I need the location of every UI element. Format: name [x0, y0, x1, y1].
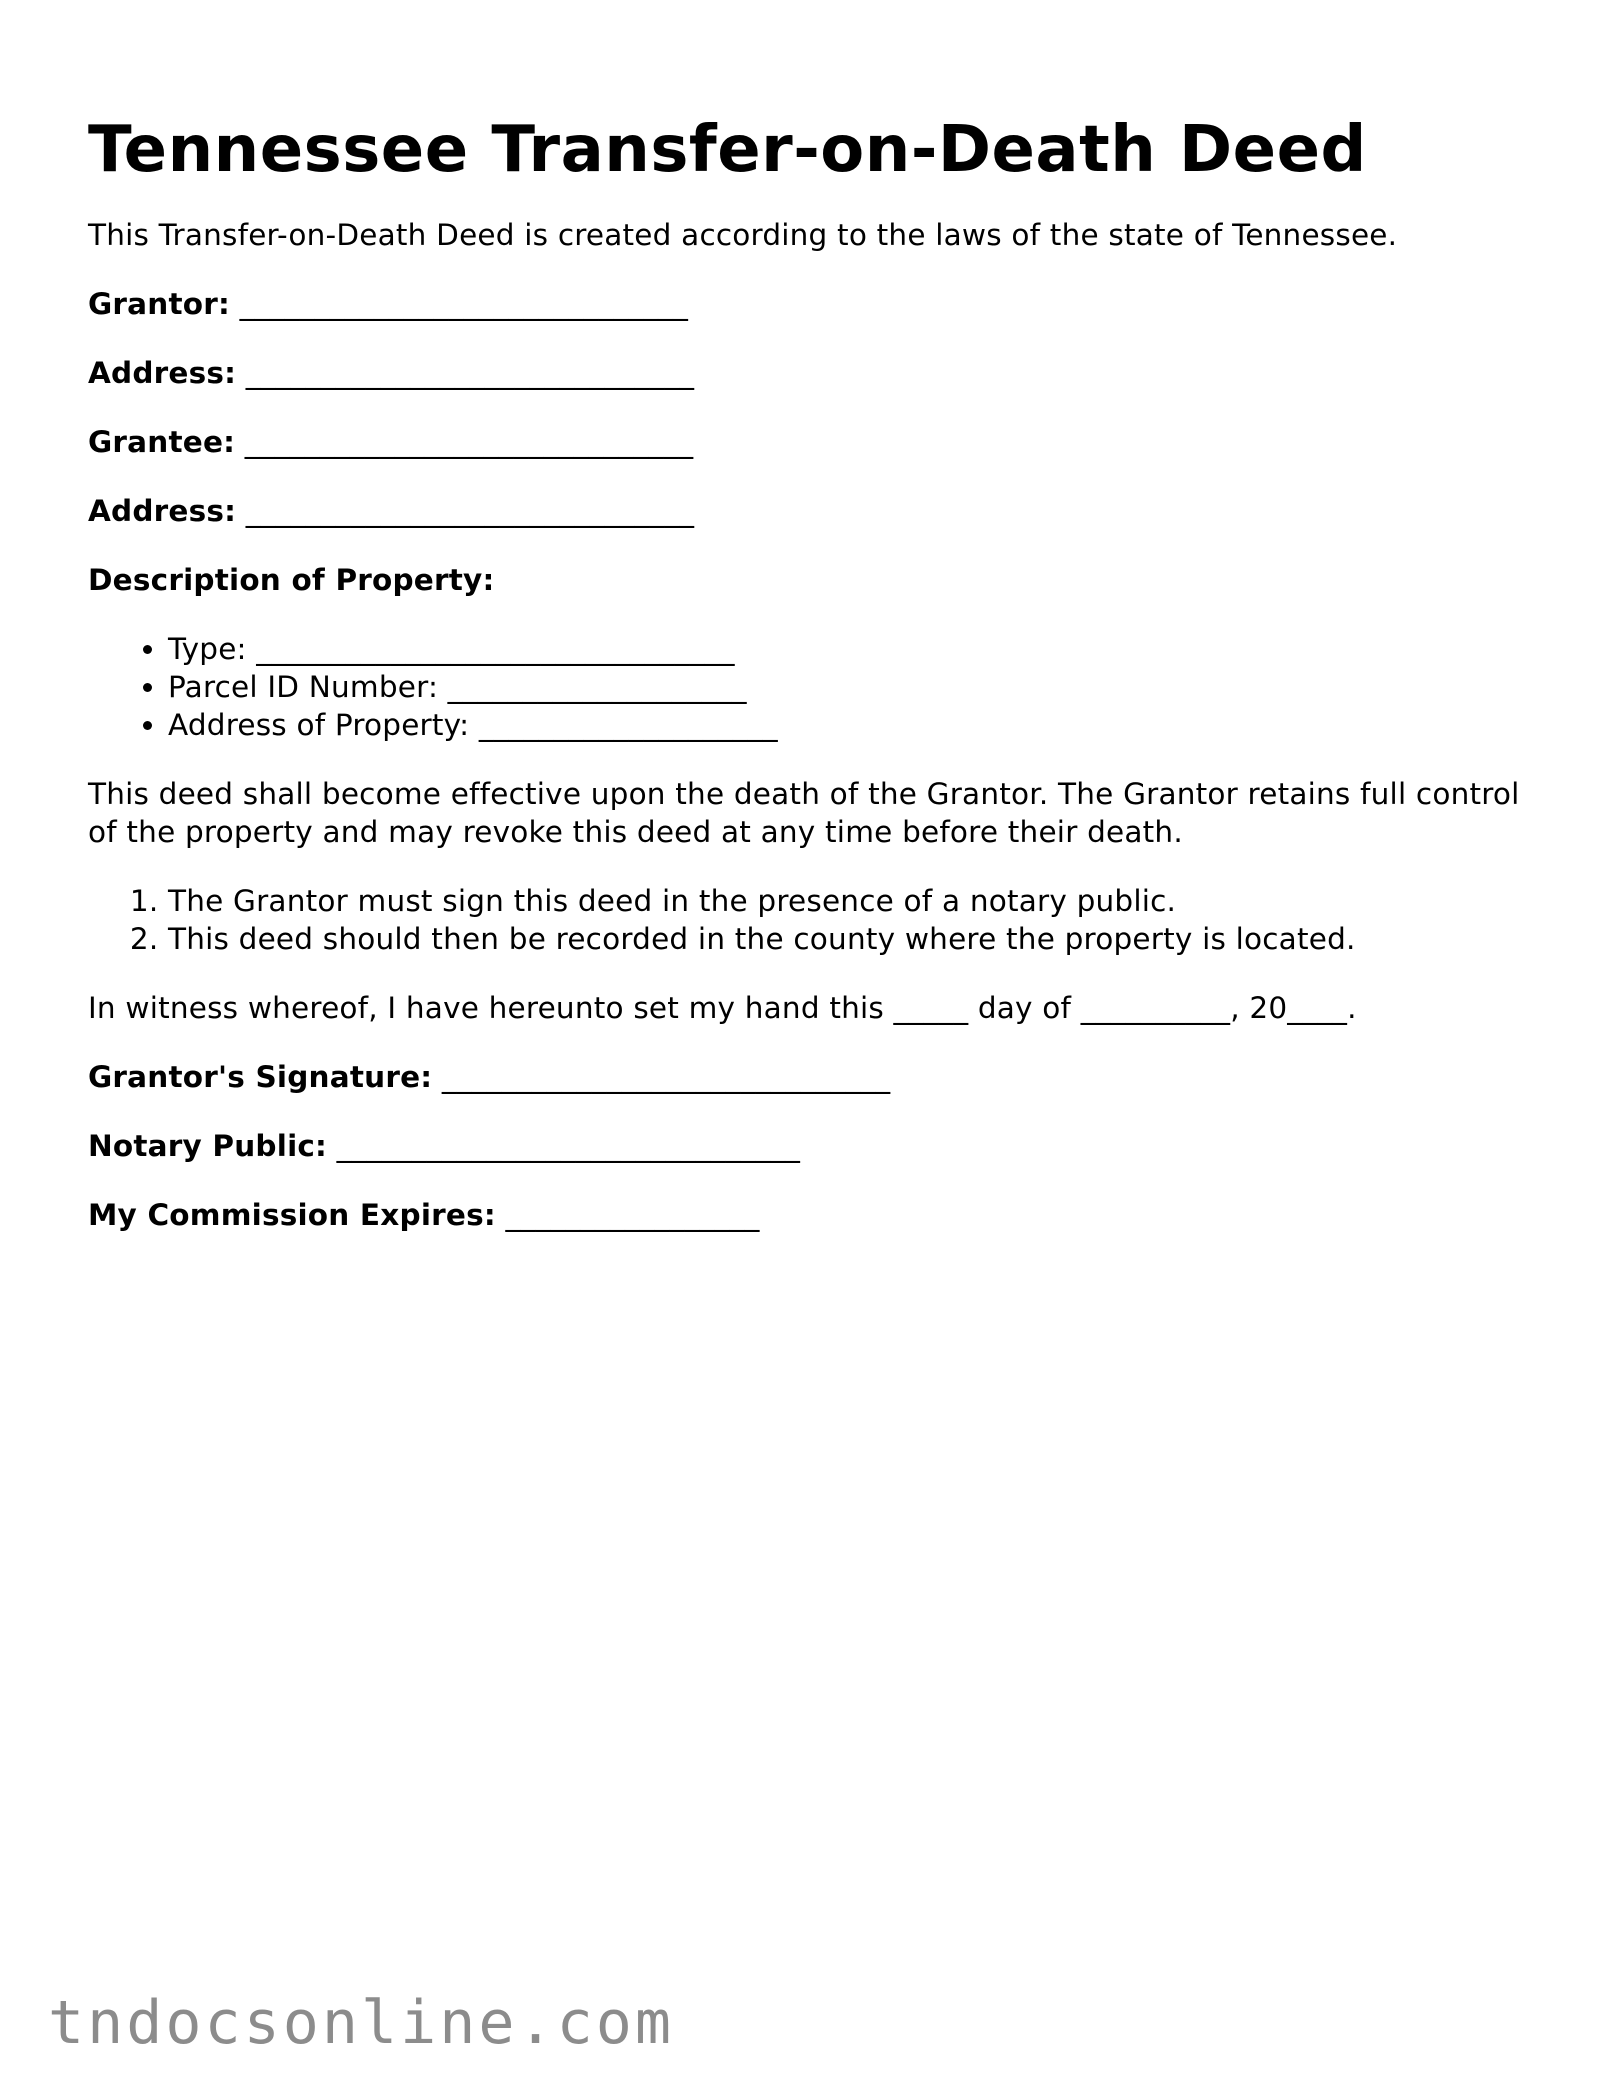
grantor-address-field[interactable] — [88, 354, 1528, 392]
property-type-item[interactable]: • Type: ________________________________ — [168, 630, 1528, 668]
property-address-item[interactable]: • Address of Property: ____________________ — [168, 706, 1528, 744]
grantee-address-label: Address: — [88, 494, 237, 528]
grantee-blank[interactable]: ______________________________ — [244, 425, 694, 459]
notary-public-blank[interactable]: _______________________________ — [336, 1129, 801, 1163]
grantor-label: Grantor: — [88, 287, 230, 321]
grantee-address-field[interactable] — [88, 492, 1528, 530]
grantor-blank[interactable]: ______________________________ — [239, 287, 689, 321]
commission-expires-blank[interactable]: _________________ — [505, 1198, 760, 1232]
grantee-field[interactable] — [88, 423, 1528, 461]
grantor-address-blank[interactable]: ______________________________ — [245, 356, 695, 390]
steps-list — [88, 882, 1528, 958]
notary-public-field[interactable] — [88, 1127, 1528, 1165]
grantor-signature-field[interactable] — [88, 1058, 1528, 1096]
property-heading-label: Description of Property: — [88, 563, 495, 597]
site-watermark: tndocsonline.com — [48, 1988, 674, 2058]
step-item: 2. This deed should then be recorded in the county where the property is located. — [168, 920, 1528, 958]
intro-paragraph: This Transfer-on-Death Deed is created according to the laws of the state of Tennessee. — [88, 218, 1398, 252]
deed-document — [88, 110, 1528, 1265]
commission-expires-field[interactable] — [88, 1196, 1528, 1234]
document-title: Tennessee Transfer-on-Death Deed — [88, 113, 1367, 187]
property-list — [88, 630, 1528, 744]
grantor-field[interactable] — [88, 285, 1528, 323]
commission-expires-label: My Commission Expires: — [88, 1198, 496, 1232]
grantor-address-label: Address: — [88, 356, 237, 390]
step-item: 1. The Grantor must sign this deed in the presence of a notary public. — [168, 882, 1528, 920]
effective-paragraph: This deed shall become effective upon the death of the Grantor. The Grantor retains full control of the property and may revoke this deed at any time before their death. — [88, 777, 1520, 849]
grantor-signature-blank[interactable]: ______________________________ — [441, 1060, 891, 1094]
notary-public-label: Notary Public: — [88, 1129, 328, 1163]
grantor-signature-label: Grantor's Signature: — [88, 1060, 433, 1094]
grantee-address-blank[interactable]: ______________________________ — [245, 494, 695, 528]
property-parcel-item[interactable]: • Parcel ID Number: ____________________ — [168, 668, 1528, 706]
witness-line[interactable]: In witness whereof, I have hereunto set my hand this _____ day of __________, 20____. — [88, 991, 1357, 1025]
grantee-label: Grantee: — [88, 425, 236, 459]
property-heading — [88, 561, 1528, 599]
